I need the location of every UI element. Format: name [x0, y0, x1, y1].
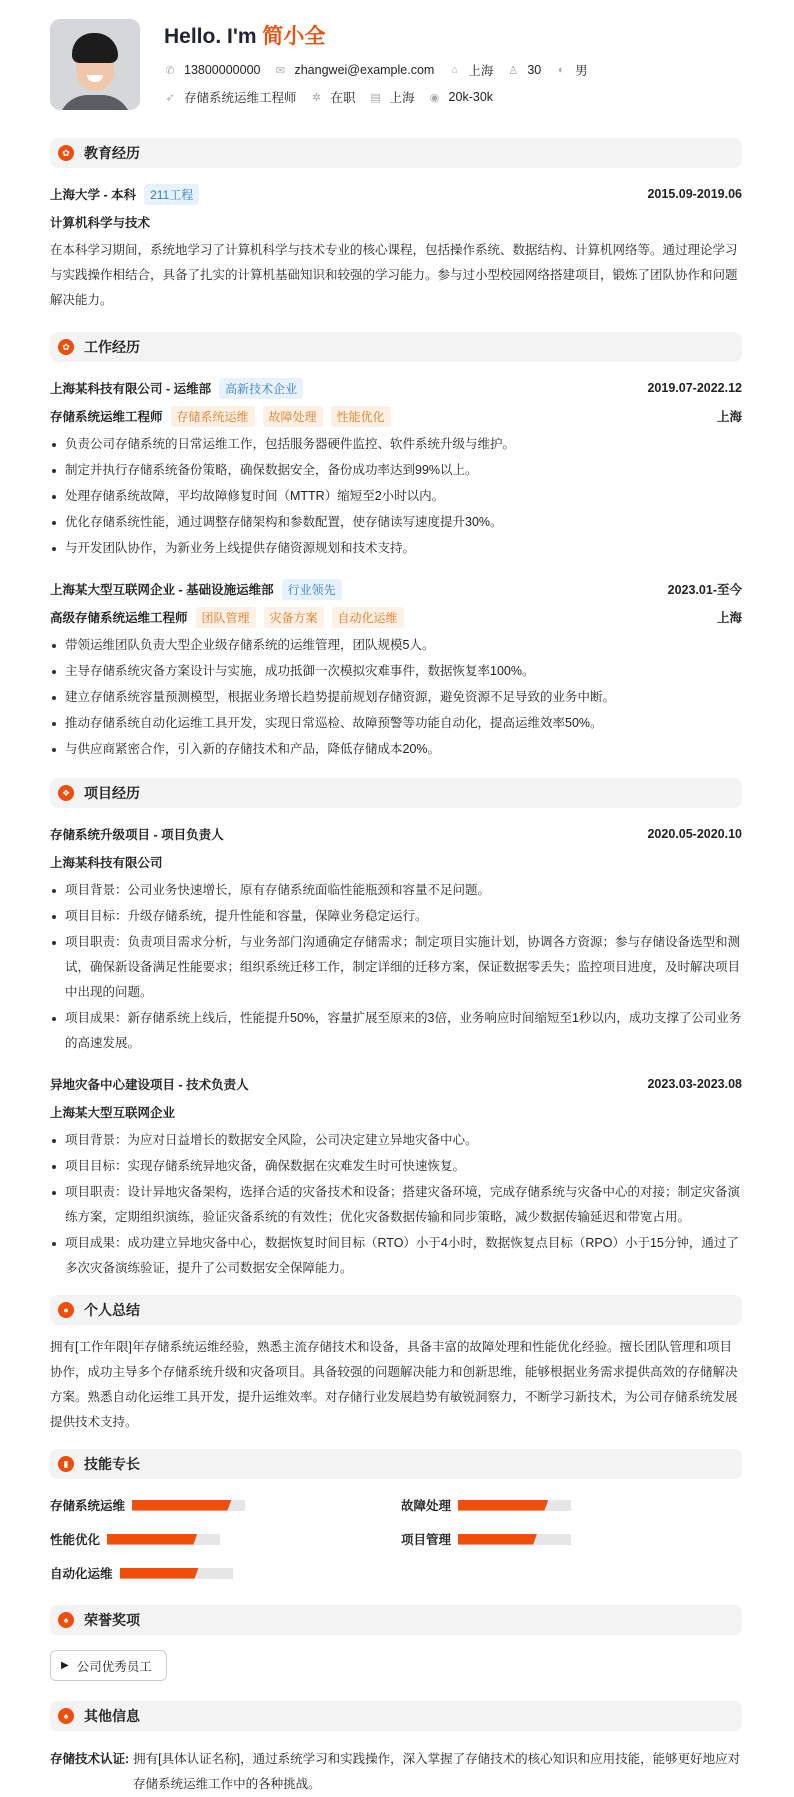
gender-icon: ◐: [557, 64, 565, 76]
bullet-item: 负责公司存储系统的日常运维工作，包括服务器硬件监控、软件系统升级与维护。: [50, 432, 742, 457]
job-date: 2023.01-至今: [667, 583, 742, 597]
job-city: 上海: [716, 410, 742, 424]
project-entry: [50, 820, 742, 1056]
bullet-item: 与供应商紧密合作，引入新的存储技术和产品，降低存储成本20%。: [50, 737, 742, 762]
company-tag: 行业领先: [282, 579, 342, 600]
triangle-icon: ▶: [61, 1660, 69, 1671]
skill-tag: 自动化运维: [332, 607, 404, 628]
bullet-item: 项目目标：实现存储系统异地灾备，确保数据在灾难发生时可快速恢复。: [50, 1154, 742, 1179]
bullet-item: 处理存储系统故障，平均故障修复时间（MTTR）缩短至2小时以内。: [50, 484, 742, 509]
bullet-item: 建立存储系统容量预测模型，根据业务增长趋势提前规划存储资源，避免资源不足导致的业务中断。: [50, 685, 742, 710]
bullet-list: [50, 1128, 742, 1281]
skill-bar: [120, 1568, 233, 1579]
salary-icon: ◉: [429, 91, 440, 104]
job-entry: [50, 374, 742, 561]
skill-bar: [107, 1534, 220, 1545]
skill-item: [50, 1563, 401, 1583]
section-header-work: [50, 332, 742, 362]
job-entry: [50, 575, 742, 762]
phone: 13800000000: [184, 63, 261, 77]
skill-tag: 故障处理: [263, 406, 323, 427]
salary: 20k-30k: [448, 90, 494, 104]
skill-bar-fill: [458, 1534, 537, 1545]
bullet-item: 项目职责：设计异地灾备架构，选择合适的灾备技术和设备；搭建灾备环境，完成存储系统与灾备中心的对接；制定灾备演练方案，定期组织演练，验证灾备系统的有效性；优化灾备数据传输和同步策略，减少数据传输延迟和带宽占用。: [50, 1180, 742, 1230]
project-company: 上海某大型互联网企业: [50, 1106, 176, 1120]
bullet-list: [50, 432, 742, 561]
bullet-item: 主导存储系统灾备方案设计与实施，成功抵御一次模拟灾难事件，数据恢复率100%。: [50, 659, 742, 684]
skill-bar-fill: [458, 1500, 548, 1511]
bullet-item: 与开发团队协作，为新业务上线提供存储资源规划和技术支持。: [50, 536, 742, 561]
education-desc: 在本科学习期间，系统地学习了计算机科学与技术专业的核心课程，包括操作系统、数据结构、计算机网络等。通过理论学习与实践操作相结合，具备了扎实的计算机基础知识和较强的学习能力。参与过小型校园网络搭建项目，锻炼了团队协作和问题解决能力。: [50, 243, 738, 307]
skill-bar-fill: [107, 1534, 197, 1545]
job-company-row: [50, 374, 742, 402]
job-city: 上海: [716, 611, 742, 625]
contact-row: [164, 61, 602, 79]
job-role-row: [50, 603, 742, 631]
project-list: [50, 820, 742, 1281]
section-header-skills: [50, 1449, 742, 1479]
award-icon: ♠: [58, 1612, 74, 1628]
user-icon: ●: [58, 1302, 74, 1318]
section-title: 其他信息: [84, 1708, 140, 1724]
project-row: [50, 1070, 742, 1098]
skill-name: 性能优化: [50, 1533, 101, 1547]
education-icon: ✿: [58, 145, 74, 161]
section-title: 荣誉奖项: [84, 1612, 140, 1628]
section-title: 个人总结: [84, 1302, 140, 1318]
chart-icon: ▮: [58, 1456, 74, 1472]
status: 在职: [330, 91, 356, 105]
company: 上海某大型互联网企业 - 基础设施运维部: [50, 583, 274, 597]
bullet-item: 项目背景：公司业务快速增长，原有存储系统面临性能瓶颈和容量不足问题。: [50, 878, 742, 903]
project-icon: ❖: [58, 785, 74, 801]
avatar: [50, 19, 140, 110]
skill-bar: [458, 1534, 571, 1545]
section-header-honors: [50, 1605, 742, 1635]
status-icon: ✲: [311, 91, 322, 104]
skill-tag: 存储系统运维: [171, 406, 255, 427]
bullet-item: 项目职责：负责项目需求分析，与业务部门沟通确定存储需求；制定项目实施计划，协调各方资源；参与存储设备选型和测试，确保新设备满足性能要求；组织系统迁移工作，制定详细的迁移方案，保证数据零丢失；监控项目进度，及时解决项目中出现的问题。: [50, 930, 742, 1005]
profile-header: [50, 0, 742, 130]
bullet-item: 项目目标：升级存储系统，提升性能和容量，保障业务稳定运行。: [50, 904, 742, 929]
skill-name: 存储系统运维: [50, 1499, 126, 1513]
bullet-list: [50, 633, 742, 762]
work-list: [50, 374, 742, 762]
section-title: 技能专长: [84, 1456, 140, 1472]
email-icon: ✉: [275, 64, 286, 77]
email: zhangwei@example.com: [294, 63, 435, 77]
skill-bar: [132, 1500, 245, 1511]
job-role-row: [50, 402, 742, 430]
skill-name: 项目管理: [401, 1533, 452, 1547]
skill-item: [401, 1529, 742, 1549]
work-icon: ✿: [58, 339, 74, 355]
send-icon: ➶: [165, 91, 175, 104]
skill-bar-fill: [120, 1568, 199, 1579]
position: 存储系统运维工程师: [184, 91, 297, 105]
home-icon: ⌂: [451, 64, 458, 76]
major-text: 计算机科学与技术: [50, 216, 151, 230]
skill-item: [401, 1495, 742, 1515]
section-header-education: [50, 138, 742, 168]
school-tag: 211工程: [144, 184, 199, 205]
other-text: 拥有[具体认证名称]，通过系统学习和实践操作，深入掌握了存储技术的核心知识和应用技能，能够更好地应对存储系统运维工作中的各种挑战。: [133, 1752, 741, 1791]
other-info: [50, 1747, 742, 1797]
bullet-list: [50, 878, 742, 1056]
bullet-item: 项目背景：为应对日益增长的数据安全风险，公司决定建立异地灾备中心。: [50, 1128, 742, 1153]
project-name: 存储系统升级项目 - 项目负责人: [50, 828, 224, 842]
company: 上海某科技有限公司 - 运维部: [50, 382, 212, 396]
section-title: 工作经历: [84, 339, 140, 355]
bullet-item: 优化存储系统性能，通过调整存储架构和参数配置，使存储读写速度提升30%。: [50, 510, 742, 535]
role: 高级存储系统运维工程师: [50, 611, 188, 625]
skill-tag: 性能优化: [331, 406, 391, 427]
job-company-row: [50, 575, 742, 603]
project-date: 2020.05-2020.10: [647, 827, 742, 841]
resume: [50, 0, 742, 1797]
project-row: [50, 820, 742, 848]
gender: 男: [575, 64, 588, 78]
skill-item: [50, 1495, 401, 1515]
person-name: 简小全: [262, 25, 326, 48]
location: 上海: [468, 64, 494, 78]
city: 上海: [389, 91, 415, 105]
skill-name: 自动化运维: [50, 1567, 113, 1581]
age: 30: [527, 63, 542, 77]
project-company: 上海某科技有限公司: [50, 856, 163, 870]
other-label: 存储技术认证:: [50, 1752, 130, 1766]
building-icon: ▤: [370, 91, 381, 104]
section-header-summary: [50, 1295, 742, 1325]
section-header-projects: [50, 778, 742, 808]
phone-icon: ✆: [165, 64, 175, 77]
job-intent-row: [164, 88, 507, 106]
education-date: 2015.09-2019.06: [647, 187, 742, 201]
major: [50, 208, 742, 236]
education-row: [50, 180, 742, 208]
job-date: 2019.07-2022.12: [647, 381, 742, 395]
skill-bar-fill: [132, 1500, 231, 1511]
skill-item: [50, 1529, 401, 1549]
skill-list: [50, 1495, 742, 1583]
role: 存储系统运维工程师: [50, 410, 163, 424]
greeting: Hello. I'm: [164, 25, 257, 48]
project-date: 2023.03-2023.08: [647, 1077, 742, 1091]
bullet-item: 项目成果：新存储系统上线后，性能提升50%，容量扩展至原来的3倍，业务响应时间缩短至1秒以内，成功支撑了公司业务的高速发展。: [50, 1006, 742, 1056]
project-entry: [50, 1070, 742, 1281]
honor-label: 公司优秀员工: [76, 1659, 152, 1674]
bullet-item: 带领运维团队负责大型企业级存储系统的运维管理，团队规模5人。: [50, 633, 742, 658]
section-title: 项目经历: [84, 785, 140, 801]
project-name: 异地灾备中心建设项目 - 技术负责人: [50, 1078, 249, 1092]
section-title: 教育经历: [84, 145, 140, 161]
bullet-item: 制定并执行存储系统备份策略，确保数据安全，备份成功率达到99%以上。: [50, 458, 742, 483]
skill-tag: 灾备方案: [264, 607, 324, 628]
skill-tag: 团队管理: [196, 607, 256, 628]
page-title: [164, 20, 325, 50]
bullet-item: 推动存储系统自动化运维工具开发，实现日常巡检、故障预警等功能自动化，提高运维效率50%。: [50, 711, 742, 736]
summary-text: 拥有[工作年限]年存储系统运维经验，熟悉主流存储技术和设备，具备丰富的故障处理和性能优化经验。擅长团队管理和项目协作，成功主导多个存储系统升级和灾备项目。具备较强的问题解决能力和创新思维，能够根据业务需求提供高效的存储解决方案。熟悉自动化运维工具开发，提升运维效率。对存储行业发展趋势有敏锐洞察力，不断学习新技术，为公司存储系统发展提供技术支持。: [50, 1340, 738, 1429]
skill-name: 故障处理: [401, 1499, 452, 1513]
honor-item: [50, 1650, 167, 1681]
school: 上海大学 - 本科: [50, 188, 137, 202]
skill-bar: [458, 1500, 571, 1511]
company-tag: 高新技术企业: [219, 378, 303, 399]
bullet-item: 项目成果：成功建立异地灾备中心，数据恢复时间目标（RTO）小于4小时，数据恢复点目标（RPO）小于15分钟，通过了多次灾备演练验证，提升了公司数据安全保障能力。: [50, 1231, 742, 1281]
age-icon: ♙: [508, 64, 519, 77]
section-header-other: [50, 1701, 742, 1731]
info-icon: ♠: [58, 1708, 74, 1724]
